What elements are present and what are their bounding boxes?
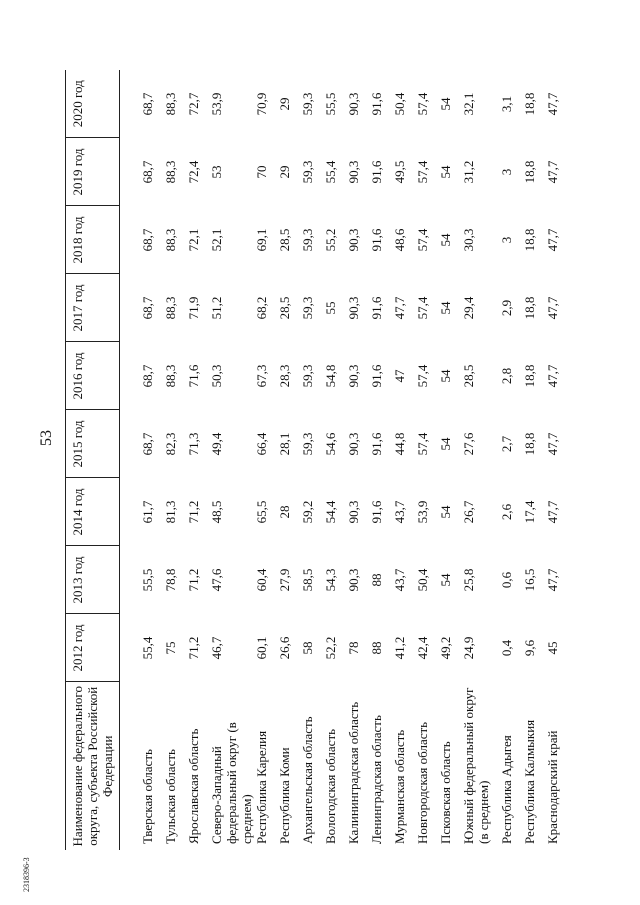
value-cell: 27,6 [461, 432, 476, 456]
value-cell: 68,7 [140, 432, 155, 456]
value-cell: 59,3 [300, 364, 315, 388]
value-cell: 90,3 [346, 92, 361, 116]
value-cell: 54,6 [323, 432, 338, 456]
value-cell: 3,1 [499, 95, 514, 113]
rotated-page-content [65, 70, 625, 850]
value-cell: 48,5 [209, 500, 224, 524]
value-cell: 81,3 [163, 500, 178, 524]
table-row [499, 70, 522, 850]
region-name-cell: Южный федеральный округ (в среднем) [461, 687, 491, 844]
value-cell: 90,3 [346, 228, 361, 252]
value-cell: 90,3 [346, 432, 361, 456]
value-cell: 47,7 [545, 432, 560, 456]
value-cell: 55,4 [323, 160, 338, 184]
value-cell: 91,6 [369, 296, 384, 320]
header-region-name: Наименование федерального округа, субъекта Российской Федерации [66, 682, 120, 850]
table-header-row [66, 70, 120, 850]
region-name-cell: Северо-Западный федеральный округ (в среднем) [209, 722, 254, 844]
value-cell: 54,3 [323, 568, 338, 592]
value-cell: 31,2 [461, 160, 476, 184]
value-cell: 70 [254, 165, 269, 179]
value-cell: 28,5 [277, 228, 292, 252]
value-cell: 90,3 [346, 296, 361, 320]
table-row [277, 70, 300, 850]
header-year: 2014 год [66, 478, 120, 546]
value-cell: 26,6 [277, 636, 292, 660]
table-row [186, 70, 209, 850]
value-cell: 57,4 [415, 432, 430, 456]
header-year: 2016 год [66, 342, 120, 410]
page-number: 53 [38, 430, 55, 446]
value-cell: 28,3 [277, 364, 292, 388]
value-cell: 54,4 [323, 500, 338, 524]
value-cell: 18,8 [522, 160, 537, 184]
value-cell: 71,2 [186, 636, 201, 660]
value-cell: 54 [438, 573, 453, 587]
document-code: 2318396-3 [22, 857, 31, 892]
value-cell: 58 [300, 641, 315, 655]
value-cell: 90,3 [346, 568, 361, 592]
table-row [392, 70, 415, 850]
region-name-cell: Республика Калмыкия [522, 719, 537, 844]
value-cell: 72,4 [186, 160, 201, 184]
value-cell: 54 [438, 437, 453, 451]
region-name-cell: Ярославская область [186, 728, 201, 844]
value-cell: 16,5 [522, 568, 537, 592]
value-cell: 29,4 [461, 296, 476, 320]
value-cell: 0,4 [499, 639, 514, 657]
value-cell: 24,9 [461, 636, 476, 660]
value-cell: 2,6 [499, 503, 514, 521]
value-cell: 2,8 [499, 367, 514, 385]
value-cell: 47 [392, 369, 407, 383]
region-name-cell: Республика Адыгея [499, 735, 514, 844]
value-cell: 32,1 [461, 92, 476, 116]
value-cell: 47,7 [545, 500, 560, 524]
value-cell: 54 [438, 97, 453, 111]
value-cell: 47,7 [545, 92, 560, 116]
value-cell: 18,8 [522, 228, 537, 252]
value-cell: 49,5 [392, 160, 407, 184]
value-cell: 53 [209, 165, 224, 179]
header-year: 2012 год [66, 614, 120, 682]
value-cell: 70,9 [254, 92, 269, 116]
value-cell: 49,4 [209, 432, 224, 456]
value-cell: 66,4 [254, 432, 269, 456]
value-cell: 71,6 [186, 364, 201, 388]
value-cell: 54 [438, 369, 453, 383]
value-cell: 18,8 [522, 432, 537, 456]
value-cell: 91,6 [369, 500, 384, 524]
value-cell: 47,7 [392, 296, 407, 320]
value-cell: 55 [323, 301, 338, 315]
value-cell: 28 [277, 505, 292, 519]
value-cell: 52,2 [323, 636, 338, 660]
region-name-cell: Новгородская область [415, 721, 430, 844]
data-table [65, 70, 568, 850]
header-year: 2020 год [66, 70, 120, 138]
value-cell: 90,3 [346, 500, 361, 524]
value-cell: 88,3 [163, 296, 178, 320]
value-cell: 49,2 [438, 636, 453, 660]
value-cell: 71,3 [186, 432, 201, 456]
table-row [254, 70, 277, 850]
value-cell: 57,4 [415, 160, 430, 184]
header-year: 2017 год [66, 274, 120, 342]
value-cell: 68,7 [140, 364, 155, 388]
value-cell: 29 [277, 97, 292, 111]
value-cell: 68,7 [140, 92, 155, 116]
value-cell: 45 [545, 641, 560, 655]
value-cell: 57,4 [415, 92, 430, 116]
value-cell: 59,2 [300, 500, 315, 524]
value-cell: 91,6 [369, 92, 384, 116]
value-cell: 47,6 [209, 568, 224, 592]
region-name-cell: Республика Коми [277, 747, 292, 844]
value-cell: 54 [438, 505, 453, 519]
value-cell: 0,6 [499, 571, 514, 589]
value-cell: 57,4 [415, 364, 430, 388]
table-body [120, 70, 569, 850]
value-cell: 43,7 [392, 568, 407, 592]
value-cell: 18,8 [522, 296, 537, 320]
value-cell: 72,7 [186, 92, 201, 116]
value-cell: 47,7 [545, 568, 560, 592]
value-cell: 78,8 [163, 568, 178, 592]
value-cell: 71,9 [186, 296, 201, 320]
value-cell: 2,7 [499, 435, 514, 453]
value-cell: 17,4 [522, 500, 537, 524]
value-cell: 54 [438, 165, 453, 179]
value-cell: 9,6 [522, 639, 537, 657]
table-row [209, 70, 254, 850]
value-cell: 59,3 [300, 228, 315, 252]
value-cell: 44,8 [392, 432, 407, 456]
value-cell: 3 [499, 236, 514, 244]
value-cell: 28,5 [461, 364, 476, 388]
region-name-cell: Краснодарский край [545, 730, 560, 844]
region-name-cell: Республика Карелия [254, 730, 269, 844]
value-cell: 59,3 [300, 92, 315, 116]
value-cell: 82,3 [163, 432, 178, 456]
table-row [415, 70, 438, 850]
value-cell: 68,2 [254, 296, 269, 320]
value-cell: 58,5 [300, 568, 315, 592]
value-cell: 88 [369, 573, 384, 587]
value-cell: 3 [499, 168, 514, 176]
value-cell: 46,7 [209, 636, 224, 660]
value-cell: 18,8 [522, 92, 537, 116]
region-name-cell: Калининградская область [346, 701, 361, 844]
value-cell: 57,4 [415, 296, 430, 320]
value-cell: 54,8 [323, 364, 338, 388]
table-row [461, 70, 499, 850]
value-cell: 50,3 [209, 364, 224, 388]
value-cell: 88,3 [163, 364, 178, 388]
value-cell: 42,4 [415, 636, 430, 660]
value-cell: 91,6 [369, 160, 384, 184]
value-cell: 71,2 [186, 500, 201, 524]
table-row [369, 70, 392, 850]
value-cell: 47,7 [545, 364, 560, 388]
value-cell: 47,7 [545, 296, 560, 320]
table-row [438, 70, 461, 850]
region-name-cell: Псковская область [438, 741, 453, 844]
value-cell: 28,1 [277, 432, 292, 456]
value-cell: 65,5 [254, 500, 269, 524]
region-name-cell: Ленинградская область [369, 715, 384, 844]
value-cell: 91,6 [369, 432, 384, 456]
value-cell: 68,7 [140, 228, 155, 252]
value-cell: 55,5 [140, 568, 155, 592]
value-cell: 28,5 [277, 296, 292, 320]
value-cell: 55,2 [323, 228, 338, 252]
header-year: 2018 год [66, 206, 120, 274]
value-cell: 55,5 [323, 92, 338, 116]
value-cell: 90,3 [346, 160, 361, 184]
value-cell: 50,4 [392, 92, 407, 116]
table-row [522, 70, 545, 850]
table-row [300, 70, 323, 850]
table-row [323, 70, 346, 850]
value-cell: 61,7 [140, 500, 155, 524]
value-cell: 60,4 [254, 568, 269, 592]
value-cell: 53,9 [415, 500, 430, 524]
value-cell: 50,4 [415, 568, 430, 592]
value-cell: 2,9 [499, 299, 514, 317]
value-cell: 68,7 [140, 296, 155, 320]
value-cell: 88,3 [163, 92, 178, 116]
value-cell: 51,2 [209, 296, 224, 320]
value-cell: 91,6 [369, 228, 384, 252]
value-cell: 78 [346, 641, 361, 655]
value-cell: 68,7 [140, 160, 155, 184]
value-cell: 59,3 [300, 160, 315, 184]
value-cell: 27,9 [277, 568, 292, 592]
region-name-cell: Вологодская область [323, 728, 338, 844]
value-cell: 91,6 [369, 364, 384, 388]
value-cell: 59,3 [300, 432, 315, 456]
value-cell: 48,6 [392, 228, 407, 252]
value-cell: 59,3 [300, 296, 315, 320]
value-cell: 53,9 [209, 92, 224, 116]
value-cell: 88 [369, 641, 384, 655]
header-year: 2013 год [66, 546, 120, 614]
value-cell: 52,1 [209, 228, 224, 252]
value-cell: 69,1 [254, 228, 269, 252]
value-cell: 30,3 [461, 228, 476, 252]
table-row [163, 70, 186, 850]
value-cell: 90,3 [346, 364, 361, 388]
value-cell: 43,7 [392, 500, 407, 524]
value-cell: 29 [277, 165, 292, 179]
region-name-cell: Тульская область [163, 749, 178, 844]
value-cell: 67,3 [254, 364, 269, 388]
value-cell: 72,1 [186, 228, 201, 252]
value-cell: 75 [163, 641, 178, 655]
value-cell: 57,4 [415, 228, 430, 252]
value-cell: 41,2 [392, 636, 407, 660]
table-row [545, 70, 568, 850]
value-cell: 54 [438, 233, 453, 247]
table-row [120, 70, 164, 850]
header-year: 2015 год [66, 410, 120, 478]
table-row [346, 70, 369, 850]
value-cell: 55,4 [140, 636, 155, 660]
value-cell: 71,2 [186, 568, 201, 592]
value-cell: 54 [438, 301, 453, 315]
region-name-cell: Тверская область [140, 749, 155, 844]
value-cell: 25,8 [461, 568, 476, 592]
value-cell: 18,8 [522, 364, 537, 388]
value-cell: 60,1 [254, 636, 269, 660]
value-cell: 88,3 [163, 160, 178, 184]
value-cell: 47,7 [545, 228, 560, 252]
region-name-cell: Мурманская область [392, 729, 407, 844]
region-name-cell: Архангельская область [300, 716, 315, 844]
value-cell: 88,3 [163, 228, 178, 252]
value-cell: 26,7 [461, 500, 476, 524]
value-cell: 47,7 [545, 160, 560, 184]
header-year: 2019 год [66, 138, 120, 206]
